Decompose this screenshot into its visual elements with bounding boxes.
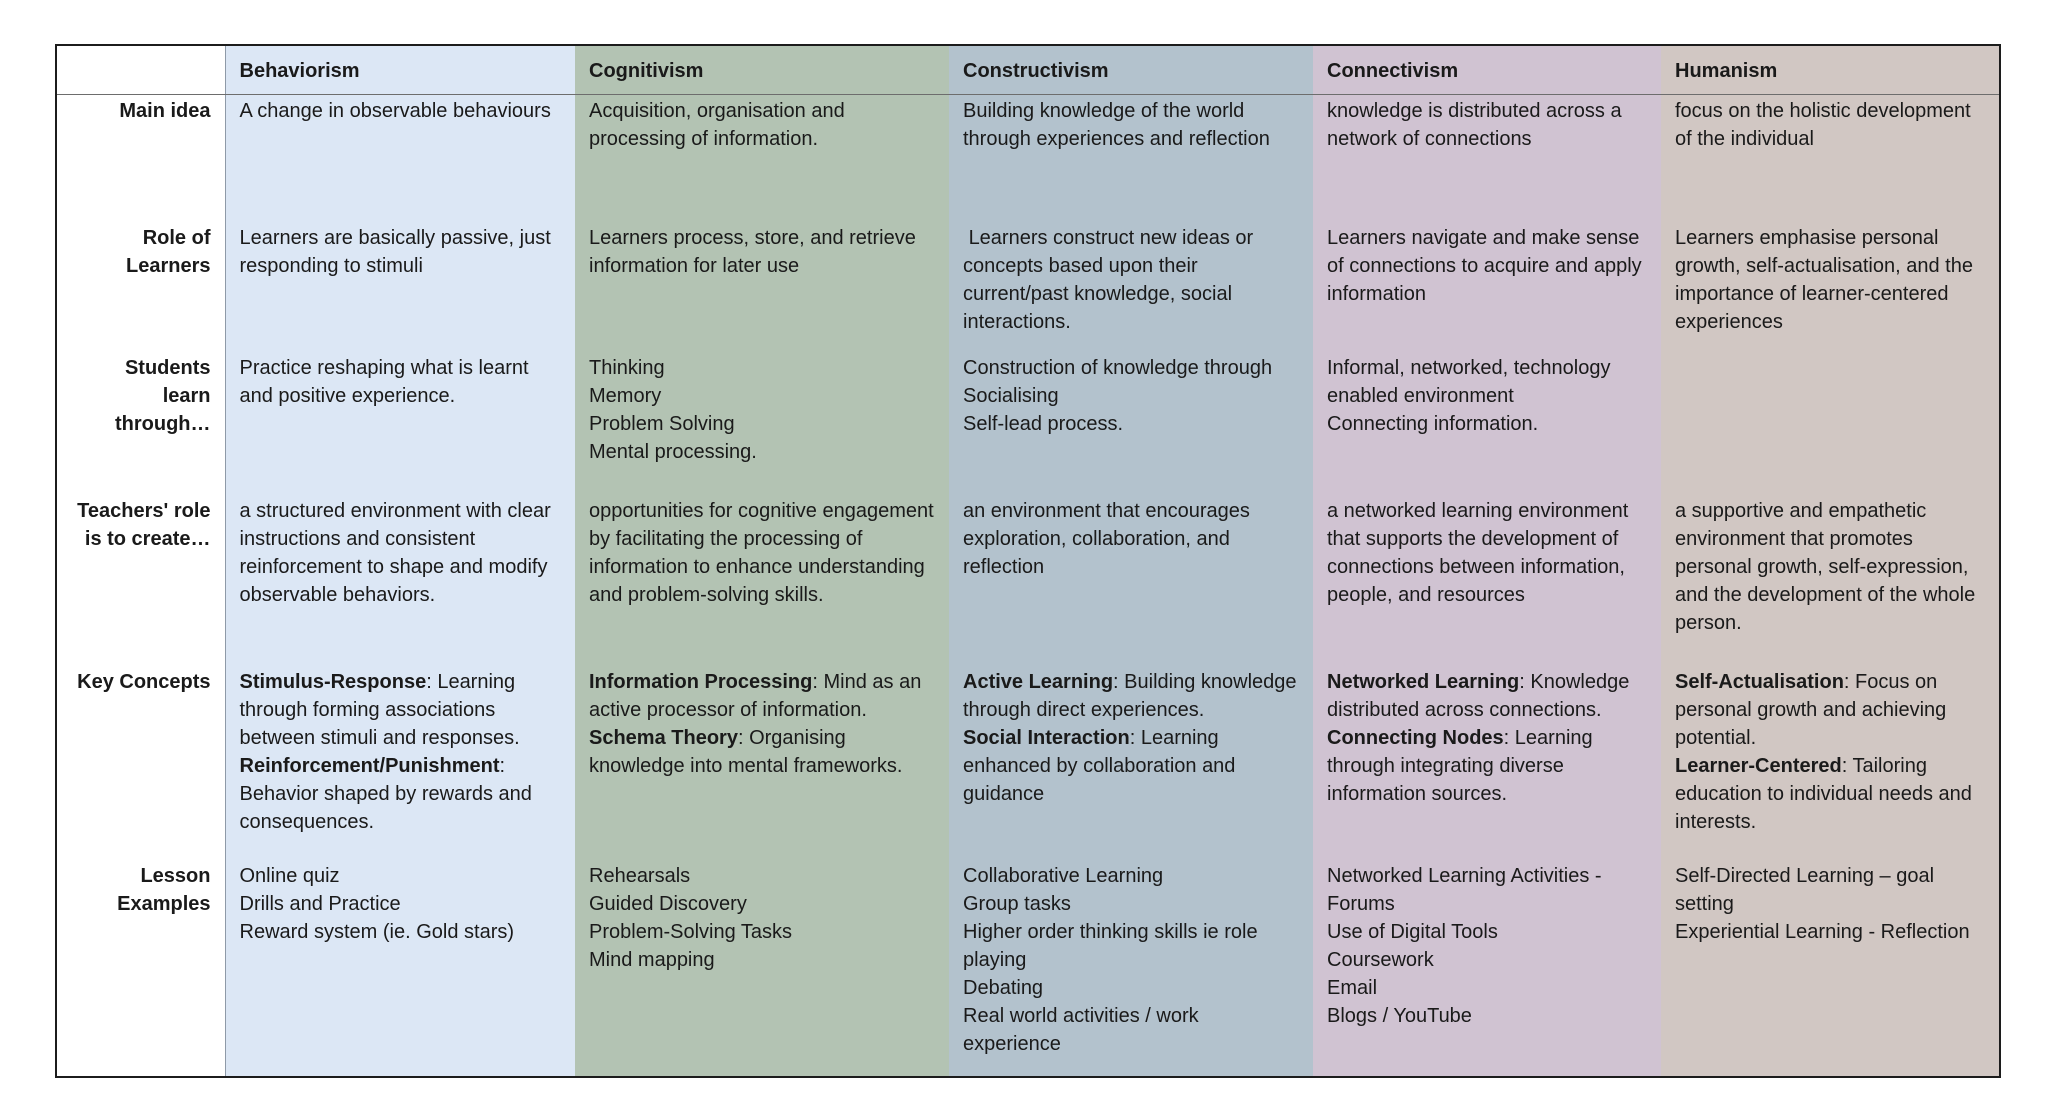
cell-text: a supportive and empathetic environment that promotes personal growth, self-expression, and the development of the whole person. — [1675, 500, 1976, 634]
concept-item — [1327, 668, 1647, 724]
lesson-item: Experiential Learning - Reflection — [1675, 921, 1970, 943]
header-behaviorism: Behaviorism — [225, 46, 575, 95]
cell-main-idea-humanism — [1661, 95, 2001, 223]
concept-term: Schema Theory — [589, 727, 738, 749]
header-corner-cell — [57, 46, 225, 95]
concept-term: Stimulus-Response — [239, 671, 427, 693]
cell-teachers-behaviorism — [225, 495, 575, 666]
row-label-text: Teachers' role — [77, 500, 211, 522]
cell-main-idea-cognitivism — [575, 95, 949, 223]
cell-text: Practice reshaping what is learnt and positive experience. — [239, 357, 529, 407]
cell-students-constructivism — [949, 352, 1313, 495]
cell-text: Building knowledge of the world through experiences and reflection — [963, 100, 1270, 150]
cell-line: Memory — [589, 385, 662, 407]
cell-lessons-connectivism — [1313, 860, 1661, 1078]
lesson-item: Collaborative Learning — [963, 865, 1164, 887]
lesson-item: Drills and Practice — [239, 893, 401, 915]
cell-line: Self-lead process. — [963, 413, 1124, 435]
row-label-key-concepts — [57, 666, 225, 860]
header-connectivism: Connectivism — [1313, 46, 1661, 95]
concept-term: Networked Learning — [1327, 671, 1520, 693]
cell-students-cognitivism — [575, 352, 949, 495]
lesson-item: Real world activities / work experience — [963, 1005, 1199, 1055]
cell-text: a structured environment with clear instructions and consistent reinforcement to shape and modify observable behaviors. — [239, 500, 551, 606]
cell-line: Informal, networked, technology enabled environment — [1327, 357, 1611, 407]
row-label-text: Role of — [142, 227, 211, 249]
cell-lessons-behaviorism — [225, 860, 575, 1078]
lesson-item: Online quiz — [239, 865, 340, 887]
concept-term: Social Interaction — [963, 727, 1130, 749]
lesson-item: Debating — [963, 977, 1044, 999]
lesson-item: Email — [1327, 977, 1378, 999]
row-label-role-of-learners — [57, 222, 225, 352]
cell-concepts-behaviorism — [225, 666, 575, 860]
cell-line: Construction of knowledge through — [963, 357, 1273, 379]
concept-text: : Learning through integrating diverse information sources. — [1327, 727, 1593, 805]
lesson-item: Use of Digital Tools — [1327, 921, 1498, 943]
cell-role-humanism — [1661, 222, 2001, 352]
row-label-text: Key Concepts — [77, 671, 211, 693]
cell-teachers-cognitivism — [575, 495, 949, 666]
cell-role-connectivism — [1313, 222, 1661, 352]
cell-text: Acquisition, organisation and processing of information. — [589, 100, 845, 150]
row-teachers-role — [57, 495, 2001, 666]
cell-text: Learners navigate and make sense of connections to acquire and apply information — [1327, 227, 1642, 305]
cell-lessons-cognitivism — [575, 860, 949, 1078]
row-label-text: Learners — [126, 255, 211, 277]
cell-concepts-constructivism — [949, 666, 1313, 860]
concept-term: Reinforcement/Punishment — [239, 755, 500, 777]
row-label-text: through… — [114, 413, 211, 435]
concept-item — [240, 752, 562, 836]
cell-main-idea-behaviorism — [225, 95, 575, 223]
concept-text: : Tailoring education to individual needs and interests. — [1675, 755, 1972, 833]
row-key-concepts — [57, 666, 2001, 860]
row-label-text: Examples — [117, 893, 211, 915]
concept-item — [240, 668, 562, 752]
lesson-item: Higher order thinking skills ie role playing — [963, 921, 1258, 971]
row-label-lesson-examples — [57, 860, 225, 1078]
lesson-item: Mind mapping — [589, 949, 715, 971]
cell-text: an environment that encourages exploration, collaboration, and reflection — [963, 500, 1250, 578]
learning-theories-table-frame — [55, 44, 2001, 1078]
lesson-item: Problem-Solving Tasks — [589, 921, 793, 943]
cell-concepts-humanism — [1661, 666, 2001, 860]
concept-term: Active Learning — [963, 671, 1114, 693]
concept-text: : Learning through forming associations between stimuli and responses. — [239, 671, 520, 749]
cell-text: opportunities for cognitive engagement by facilitating the processing of information to enhance understanding and problem-solving skills. — [589, 500, 934, 606]
row-students-learn-through — [57, 352, 2001, 495]
cell-main-idea-connectivism — [1313, 95, 1661, 223]
header-row — [57, 46, 2001, 95]
concept-text: : Organising knowledge into mental frameworks. — [589, 727, 903, 777]
row-label-teachers-role — [57, 495, 225, 666]
cell-teachers-connectivism — [1313, 495, 1661, 666]
concept-text: : Mind as an active processor of information. — [589, 671, 922, 721]
cell-text: A change in observable behaviours — [239, 100, 551, 122]
concept-item — [963, 668, 1299, 724]
header-cognitivism: Cognitivism — [575, 46, 949, 95]
row-label-students-learn-through — [57, 352, 225, 495]
cell-teachers-humanism — [1661, 495, 2001, 666]
concept-item — [589, 724, 935, 780]
header-constructivism: Constructivism — [949, 46, 1313, 95]
cell-text: Learners construct new ideas or concepts based upon their current/past knowledge, social interactions. — [963, 227, 1259, 333]
lesson-item: Coursework — [1327, 949, 1434, 971]
cell-line: Problem Solving — [589, 413, 735, 435]
cell-text: a networked learning environment that supports the development of connections between information, people, and resources — [1327, 500, 1629, 606]
row-label-text: is to create… — [84, 528, 211, 550]
cell-role-constructivism — [949, 222, 1313, 352]
cell-teachers-constructivism — [949, 495, 1313, 666]
cell-students-connectivism — [1313, 352, 1661, 495]
lesson-item: Self-Directed Learning – goal setting — [1675, 865, 1935, 915]
lesson-item: Group tasks — [963, 893, 1071, 915]
cell-line: Connecting information. — [1327, 413, 1539, 435]
learning-theories-table — [57, 46, 2001, 1078]
cell-lessons-constructivism — [949, 860, 1313, 1078]
lesson-item: Guided Discovery — [589, 893, 747, 915]
concept-text: : Behavior shaped by rewards and consequences. — [239, 755, 532, 833]
row-role-of-learners — [57, 222, 2001, 352]
concept-item — [963, 724, 1299, 808]
cell-role-cognitivism — [575, 222, 949, 352]
concept-term: Information Processing — [589, 671, 813, 693]
row-main-idea — [57, 95, 2001, 223]
row-label-text: Students — [124, 357, 211, 379]
concept-term: Learner-Centered — [1675, 755, 1842, 777]
concept-text: : Learning enhanced by collaboration and guidance — [963, 727, 1236, 805]
cell-text: Learners process, store, and retrieve information for later use — [589, 227, 916, 277]
cell-students-behaviorism — [225, 352, 575, 495]
cell-text: focus on the holistic development of the individual — [1675, 100, 1971, 150]
cell-text: knowledge is distributed across a network of connections — [1327, 100, 1622, 150]
concept-item — [1327, 724, 1647, 808]
cell-line: Mental processing. — [589, 441, 757, 463]
row-label-text: learn — [162, 385, 211, 407]
concept-item — [1675, 668, 1989, 752]
cell-lessons-humanism — [1661, 860, 2001, 1078]
row-label-text: Lesson — [140, 865, 211, 887]
concept-item — [589, 668, 935, 724]
concept-item — [1675, 752, 1989, 836]
cell-main-idea-constructivism — [949, 95, 1313, 223]
cell-concepts-cognitivism — [575, 666, 949, 860]
cell-line: Thinking — [589, 357, 665, 379]
cell-line: Socialising — [963, 385, 1059, 407]
cell-text: Learners emphasise personal growth, self-actualisation, and the importance of learner-centered experiences — [1675, 227, 1973, 333]
cell-role-behaviorism — [225, 222, 575, 352]
concept-text: : Knowledge distributed across connections. — [1327, 671, 1630, 721]
header-humanism: Humanism — [1661, 46, 2001, 95]
concept-text: : Focus on personal growth and achieving potential. — [1675, 671, 1947, 749]
concept-term: Connecting Nodes — [1327, 727, 1504, 749]
cell-text: Learners are basically passive, just responding to stimuli — [239, 227, 551, 277]
row-label-text: Main idea — [119, 100, 211, 122]
lesson-item: Reward system (ie. Gold stars) — [239, 921, 515, 943]
row-lesson-examples — [57, 860, 2001, 1078]
row-label-main-idea — [57, 95, 225, 223]
lesson-item: Blogs / YouTube — [1327, 1005, 1472, 1027]
cell-concepts-connectivism — [1313, 666, 1661, 860]
cell-students-humanism — [1661, 352, 2001, 495]
concept-term: Self-Actualisation — [1675, 671, 1844, 693]
concept-text: : Building knowledge through direct experiences. — [963, 671, 1297, 721]
lesson-item: Rehearsals — [589, 865, 691, 887]
lesson-item: Networked Learning Activities - Forums — [1327, 865, 1602, 915]
